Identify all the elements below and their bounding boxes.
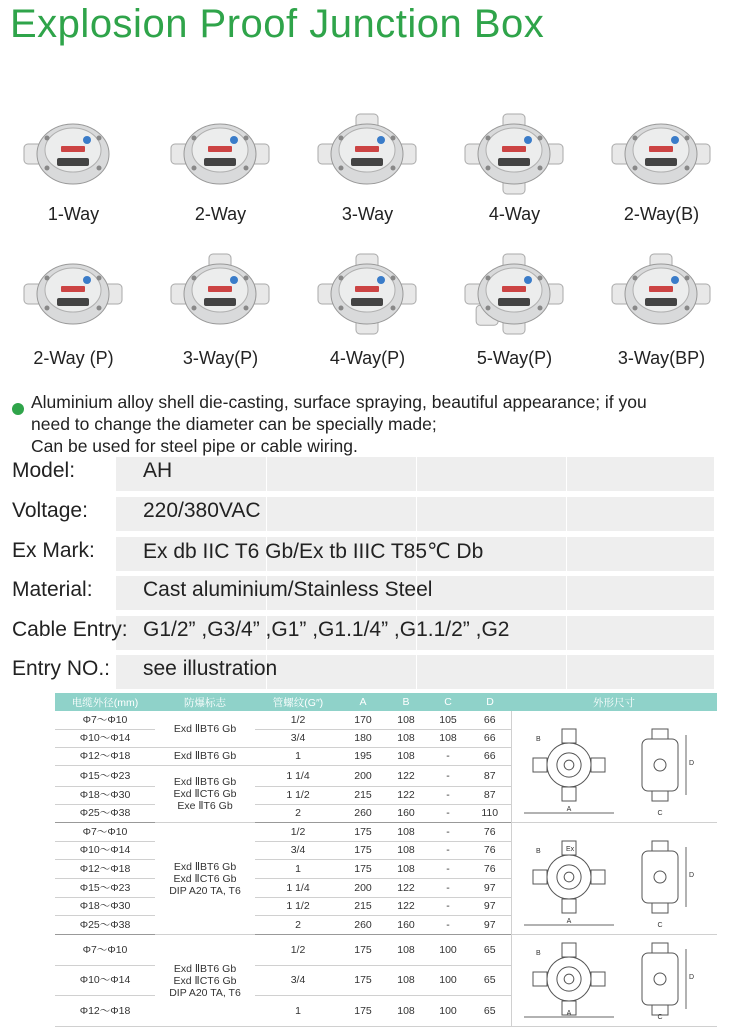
junction-box-image (606, 108, 716, 204)
cell-thread: 3/4 (255, 729, 341, 747)
ex-mark-line: Exd ⅡBT6 Gb (173, 860, 237, 873)
junction-box-image (165, 248, 275, 344)
spec-value-box (116, 457, 714, 491)
divider (416, 497, 417, 531)
spec-value: AH (143, 459, 173, 482)
cell-b: 160 (385, 804, 427, 822)
cell-d: 97 (469, 878, 511, 897)
cell-thread: 2 (255, 916, 341, 935)
dim-label-c: C (657, 810, 663, 817)
spec-label: Voltage: (12, 499, 88, 522)
ex-label: Ex (566, 846, 575, 853)
spec-label: Material: (12, 578, 93, 601)
product-description (31, 391, 721, 457)
junction-box-image (459, 248, 569, 344)
product-label: 5-Way(P) (476, 348, 553, 368)
divider (566, 616, 567, 650)
spec-value: see illustration (143, 657, 278, 680)
junction-box-image (312, 108, 422, 204)
spec-value: Ex db IIC T6 Gb/Ex tb IIIC T85℃ Db (143, 540, 484, 563)
cell-thread: 2 (255, 804, 341, 822)
cell-d: 76 (469, 860, 511, 879)
cell-diameter: Φ15～Φ23 (55, 766, 155, 787)
divider (416, 457, 417, 491)
divider (566, 497, 567, 531)
ex-mark-line: DIP A20 TA, T6 (169, 986, 241, 999)
cell-d: 66 (469, 711, 511, 729)
divider (266, 457, 267, 491)
cell-thread: 1 (255, 747, 341, 765)
dim-label-c: C (657, 1014, 663, 1021)
cell-c: - (427, 841, 469, 860)
cell-b: 122 (385, 878, 427, 897)
cell-d: 65 (469, 996, 511, 1027)
product-card (588, 100, 735, 240)
cell-diameter: Φ18～Φ30 (55, 897, 155, 916)
cell-d: 97 (469, 916, 511, 935)
spec-label: Entry NO.: (12, 657, 111, 680)
dim-label-d: D (689, 974, 695, 981)
description-line: need to change the diameter can be specially made; (31, 414, 437, 434)
cell-b: 108 (385, 860, 427, 879)
cell-a: 170 (341, 711, 385, 729)
cell-thread: 1 1/4 (255, 878, 341, 897)
cell-c: - (427, 786, 469, 804)
cell-diameter: Φ7～Φ10 (55, 711, 155, 729)
cell-b: 108 (385, 965, 427, 996)
product-label: 4-Way (488, 204, 541, 224)
dim-label-a: A (566, 806, 572, 813)
table-header-row (55, 693, 717, 711)
cell-c: 105 (427, 711, 469, 729)
outline-drawing-3 (511, 935, 717, 1027)
cell-a: 175 (341, 860, 385, 879)
product-card (441, 240, 588, 380)
cell-a: 175 (341, 841, 385, 860)
cell-d: 110 (469, 804, 511, 822)
description-line: Aluminium alloy shell die-casting, surface spraying, beautiful appearance; if you (31, 392, 647, 412)
bullet-icon (12, 403, 24, 415)
cell-a: 260 (341, 804, 385, 822)
cell-d: 65 (469, 935, 511, 966)
cell-diameter: Φ12～Φ18 (55, 747, 155, 765)
product-card (147, 100, 294, 240)
cell-thread: 1/2 (255, 823, 341, 842)
cell-a: 260 (341, 916, 385, 935)
ex-mark-line: DIP A20 TA, T6 (169, 884, 241, 897)
dim-label-b: B (536, 848, 541, 855)
cell-thread: 1 1/2 (255, 786, 341, 804)
cell-c: 100 (427, 935, 469, 966)
junction-box-image (18, 248, 128, 344)
product-label: 3-Way(BP) (617, 348, 706, 368)
cell-thread: 1 1/2 (255, 897, 341, 916)
ex-mark-line: Exe ⅡT6 Gb (177, 800, 233, 813)
cell-thread: 1 (255, 996, 341, 1027)
product-card (294, 240, 441, 380)
cell-b: 108 (385, 996, 427, 1027)
spec-value: G1/2” ,G3/4” ,G1” ,G1.1/4” ,G1.1/2” ,G2 (143, 618, 510, 641)
cell-c: - (427, 897, 469, 916)
spec-row (0, 576, 736, 610)
product-label: 3-Way (341, 204, 394, 224)
header-outline: 外形尺寸 (511, 693, 717, 711)
spec-row (0, 616, 736, 650)
cell-d: 65 (469, 965, 511, 996)
cell-d: 76 (469, 841, 511, 860)
spec-row (0, 457, 736, 491)
cell-thread: 3/4 (255, 841, 341, 860)
cell-thread: 1 (255, 860, 341, 879)
junction-box-image (606, 248, 716, 344)
cell-diameter: Φ25～Φ38 (55, 804, 155, 822)
dim-label-b: B (536, 950, 541, 957)
cell-ex-mark (155, 766, 255, 823)
dim-label-d: D (689, 872, 695, 879)
cell-thread: 1 1/4 (255, 766, 341, 787)
cell-diameter: Φ7～Φ10 (55, 823, 155, 842)
cell-diameter: Φ12～Φ18 (55, 996, 155, 1027)
header-a: A (341, 693, 385, 711)
outline-drawing-1 (511, 711, 717, 823)
product-label: 2-Way(B) (623, 204, 700, 224)
cell-diameter: Φ25～Φ38 (55, 916, 155, 935)
cell-b: 108 (385, 935, 427, 966)
cell-ex-mark (155, 935, 255, 1027)
cell-d: 97 (469, 897, 511, 916)
cell-d: 87 (469, 786, 511, 804)
cell-b: 122 (385, 766, 427, 787)
cell-c: 108 (427, 729, 469, 747)
product-card (147, 240, 294, 380)
junction-box-image (459, 108, 569, 204)
cell-b: 108 (385, 747, 427, 765)
spec-value: Cast aluminium/Stainless Steel (143, 578, 433, 601)
cell-a: 175 (341, 965, 385, 996)
spec-value: 220/380VAC (143, 499, 261, 522)
cell-diameter: Φ15～Φ23 (55, 878, 155, 897)
cell-c: - (427, 916, 469, 935)
spec-row (0, 537, 736, 571)
cell-a: 200 (341, 878, 385, 897)
dim-label-d: D (689, 760, 695, 767)
ex-mark-line: Exd ⅡCT6 Gb (173, 974, 237, 987)
product-card (588, 240, 735, 380)
cell-a: 180 (341, 729, 385, 747)
cell-c: - (427, 804, 469, 822)
cell-b: 122 (385, 786, 427, 804)
dim-label-a: A (566, 1010, 572, 1017)
cell-a: 175 (341, 935, 385, 966)
cell-d: 76 (469, 823, 511, 842)
cell-d: 66 (469, 729, 511, 747)
dim-label-c: C (657, 922, 663, 929)
product-card (441, 100, 588, 240)
spec-label: Ex Mark: (12, 539, 95, 562)
cell-diameter: Φ12～Φ18 (55, 860, 155, 879)
spec-label: Cable Entry: (12, 618, 128, 641)
cell-ex-mark: Exd ⅡBT6 Gb (155, 747, 255, 765)
cell-a: 195 (341, 747, 385, 765)
product-card (294, 100, 441, 240)
table-row (55, 823, 717, 842)
cell-c: 100 (427, 996, 469, 1027)
cell-ex-mark: Exd ⅡBT6 Gb (155, 711, 255, 747)
cell-b: 108 (385, 729, 427, 747)
header-c: C (427, 693, 469, 711)
cell-diameter: Φ10～Φ14 (55, 841, 155, 860)
divider (566, 457, 567, 491)
cell-c: - (427, 878, 469, 897)
cell-b: 108 (385, 711, 427, 729)
table-row (55, 935, 717, 966)
product-label: 3-Way(P) (182, 348, 259, 368)
cell-thread: 1/2 (255, 711, 341, 729)
ex-mark-line: Exd ⅡCT6 Gb (173, 788, 237, 801)
ex-mark-line: Exd ⅡBT6 Gb (173, 776, 237, 789)
divider (266, 497, 267, 531)
cell-diameter: Φ18～Φ30 (55, 786, 155, 804)
cell-a: 215 (341, 786, 385, 804)
cell-diameter: Φ10～Φ14 (55, 729, 155, 747)
outline-drawing-2 (511, 823, 717, 935)
divider (566, 655, 567, 689)
cell-c: 100 (427, 965, 469, 996)
spec-row (0, 655, 736, 689)
dim-label-a: A (566, 918, 572, 925)
product-card (0, 100, 147, 240)
spec-row (0, 497, 736, 531)
cell-c: - (427, 860, 469, 879)
divider (416, 655, 417, 689)
cell-thread: 1/2 (255, 935, 341, 966)
divider (566, 537, 567, 571)
cell-a: 200 (341, 766, 385, 787)
cell-a: 215 (341, 897, 385, 916)
cell-b: 122 (385, 897, 427, 916)
header-ex-mark: 防爆标志 (155, 693, 255, 711)
product-label: 4-Way(P) (329, 348, 406, 368)
cell-a: 175 (341, 823, 385, 842)
spec-label: Model: (12, 459, 76, 482)
product-gallery (0, 100, 736, 380)
dimension-table (55, 693, 717, 1025)
divider (566, 576, 567, 610)
header-thread: 管螺纹(G″) (255, 693, 341, 711)
cell-thread: 3/4 (255, 965, 341, 996)
product-label: 1-Way (47, 204, 100, 224)
dim-label-b: B (536, 736, 541, 743)
cell-diameter: Φ10～Φ14 (55, 965, 155, 996)
junction-box-image (18, 108, 128, 204)
cell-d: 66 (469, 747, 511, 765)
table-row (55, 711, 717, 729)
junction-box-image (312, 248, 422, 344)
description-line: Can be used for steel pipe or cable wiring. (31, 436, 358, 456)
cell-diameter: Φ7～Φ10 (55, 935, 155, 966)
ex-mark-line: Exd ⅡCT6 Gb (173, 872, 237, 885)
page-title: Explosion Proof Junction Box (10, 2, 545, 46)
product-card (0, 240, 147, 380)
cell-a: 175 (341, 996, 385, 1027)
ex-mark-line: Exd ⅡBT6 Gb (173, 962, 237, 975)
cell-ex-mark (155, 823, 255, 935)
product-label: 2-Way (194, 204, 247, 224)
cell-d: 87 (469, 766, 511, 787)
junction-box-image (165, 108, 275, 204)
cell-c: - (427, 823, 469, 842)
header-cable-diameter: 电缆外径(mm) (55, 693, 155, 711)
header-d: D (469, 693, 511, 711)
cell-b: 108 (385, 841, 427, 860)
cell-c: - (427, 747, 469, 765)
cell-c: - (427, 766, 469, 787)
product-label: 2-Way (P) (33, 348, 114, 368)
cell-b: 160 (385, 916, 427, 935)
cell-b: 108 (385, 823, 427, 842)
header-b: B (385, 693, 427, 711)
